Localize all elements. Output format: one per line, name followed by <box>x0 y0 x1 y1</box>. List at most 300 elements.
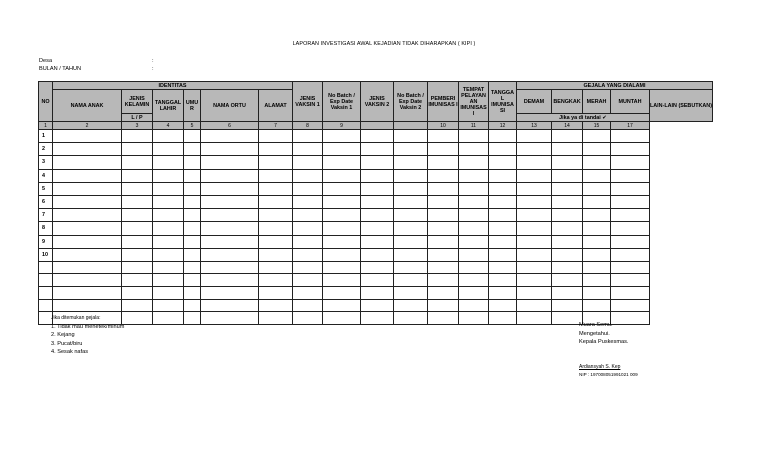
table-cell[interactable] <box>489 130 517 143</box>
table-cell[interactable] <box>259 235 293 248</box>
table-cell[interactable] <box>259 287 293 300</box>
table-cell[interactable] <box>201 130 259 143</box>
table-cell[interactable] <box>583 143 611 156</box>
table-cell[interactable] <box>583 156 611 169</box>
table-cell[interactable] <box>323 195 361 208</box>
header-jenis-vaksin-1: JENIS VAKSIN 1 <box>293 82 323 122</box>
table-cell[interactable] <box>122 235 153 248</box>
column-number: 10 <box>428 122 459 130</box>
table-cell[interactable] <box>184 209 201 222</box>
table-cell[interactable] <box>361 235 394 248</box>
table-cell[interactable] <box>122 143 153 156</box>
table-cell[interactable] <box>611 209 650 222</box>
table-cell[interactable] <box>293 169 323 182</box>
table-cell[interactable] <box>201 143 259 156</box>
report-title: LAPORAN INVESTIGASI AWAL KEJADIAN TIDAK DIHARAPKAN ( KIPI ) <box>292 41 476 47</box>
table-cell[interactable] <box>153 261 184 274</box>
table-cell[interactable] <box>428 312 459 325</box>
table-cell[interactable] <box>517 287 552 300</box>
table-cell[interactable] <box>201 169 259 182</box>
table-cell[interactable] <box>259 195 293 208</box>
table-cell[interactable] <box>583 209 611 222</box>
table-cell[interactable] <box>517 261 552 274</box>
table-cell[interactable] <box>53 182 122 195</box>
table-cell[interactable] <box>428 130 459 143</box>
table-cell[interactable] <box>153 222 184 235</box>
table-cell[interactable] <box>489 274 517 287</box>
column-number: 14 <box>552 122 583 130</box>
table-cell[interactable] <box>201 312 259 325</box>
row-number: 6 <box>39 195 53 208</box>
table-row <box>39 248 713 261</box>
table-cell[interactable] <box>361 299 394 312</box>
header-batch-1: No Batch / Exp Date Vaksin 1 <box>323 82 361 122</box>
table-cell[interactable] <box>153 209 184 222</box>
table-cell[interactable] <box>201 156 259 169</box>
table-cell[interactable] <box>361 182 394 195</box>
table-cell[interactable] <box>361 287 394 300</box>
header-tandai: Jika ya di tandai ✔ <box>517 114 650 122</box>
table-cell[interactable] <box>201 248 259 261</box>
table-cell[interactable] <box>53 195 122 208</box>
table-cell[interactable] <box>489 299 517 312</box>
table-cell[interactable] <box>489 261 517 274</box>
table-cell[interactable] <box>122 156 153 169</box>
table-cell[interactable] <box>611 261 650 274</box>
table-cell[interactable] <box>428 248 459 261</box>
table-cell[interactable] <box>323 287 361 300</box>
table-cell[interactable] <box>184 274 201 287</box>
table-cell[interactable] <box>459 222 489 235</box>
table-cell[interactable] <box>323 274 361 287</box>
table-cell[interactable] <box>323 130 361 143</box>
table-cell[interactable] <box>489 235 517 248</box>
header-tempat: TEMPAT PELAYAN AN IMUNISAS I <box>459 82 489 122</box>
table-cell[interactable] <box>517 130 552 143</box>
column-number: 2 <box>53 122 122 130</box>
table-cell[interactable] <box>53 143 122 156</box>
table-cell[interactable] <box>428 274 459 287</box>
table-cell[interactable] <box>428 182 459 195</box>
table-cell[interactable] <box>583 182 611 195</box>
table-cell[interactable] <box>53 274 122 287</box>
signatory-name: Ardiansyah S. Kep <box>579 364 621 370</box>
table-cell[interactable] <box>583 274 611 287</box>
table-cell[interactable] <box>323 182 361 195</box>
table-cell[interactable] <box>489 248 517 261</box>
row-number: 4 <box>39 169 53 182</box>
sign-place: Muara Semu. <box>579 322 613 328</box>
table-cell[interactable] <box>394 130 428 143</box>
column-number: 15 <box>583 122 611 130</box>
table-cell[interactable] <box>201 222 259 235</box>
table-cell[interactable] <box>122 182 153 195</box>
table-cell[interactable] <box>459 235 489 248</box>
table-cell[interactable] <box>259 156 293 169</box>
table-cell[interactable] <box>153 195 184 208</box>
table-cell[interactable] <box>323 299 361 312</box>
row-number <box>39 274 53 287</box>
table-cell[interactable] <box>552 143 583 156</box>
table-cell[interactable] <box>122 195 153 208</box>
table-cell[interactable] <box>517 248 552 261</box>
header-demam: DEMAM <box>517 90 552 114</box>
header-tanggal-imunisasi: TANGGA L IMUNISA SI <box>489 82 517 122</box>
table-cell[interactable] <box>517 274 552 287</box>
table-row <box>39 222 713 235</box>
column-number <box>394 122 428 130</box>
table-cell[interactable] <box>361 222 394 235</box>
table-cell[interactable] <box>517 182 552 195</box>
table-cell[interactable] <box>184 169 201 182</box>
table-cell[interactable] <box>53 156 122 169</box>
table-cell[interactable] <box>552 235 583 248</box>
table-cell[interactable] <box>53 130 122 143</box>
table-cell[interactable] <box>323 169 361 182</box>
table-cell[interactable] <box>201 209 259 222</box>
table-cell[interactable] <box>361 261 394 274</box>
table-cell[interactable] <box>394 287 428 300</box>
table-cell[interactable] <box>459 130 489 143</box>
table-cell[interactable] <box>259 209 293 222</box>
header-lain-lain: LAIN-LAIN (SEBUTKAN) <box>650 90 713 122</box>
table-cell[interactable] <box>552 248 583 261</box>
table-cell[interactable] <box>153 182 184 195</box>
table-cell[interactable] <box>153 248 184 261</box>
table-cell[interactable] <box>611 156 650 169</box>
table-cell[interactable] <box>611 235 650 248</box>
table-cell[interactable] <box>428 299 459 312</box>
header-no: NO <box>39 82 53 122</box>
header-jenis-vaksin-2: JENIS VAKSIN 2 <box>361 82 394 122</box>
table-cell[interactable] <box>428 209 459 222</box>
table-cell[interactable] <box>323 312 361 325</box>
table-cell[interactable] <box>583 287 611 300</box>
signatory-nip: NIP : 197008051991021 009 <box>579 372 638 377</box>
table-cell[interactable] <box>122 222 153 235</box>
table-cell[interactable] <box>394 261 428 274</box>
table-cell[interactable] <box>459 156 489 169</box>
table-cell[interactable] <box>259 248 293 261</box>
table-cell[interactable] <box>552 299 583 312</box>
table-cell[interactable] <box>459 287 489 300</box>
table-cell[interactable] <box>552 182 583 195</box>
table-cell[interactable] <box>53 209 122 222</box>
table-cell[interactable] <box>259 299 293 312</box>
table-cell[interactable] <box>293 156 323 169</box>
table-cell[interactable] <box>153 156 184 169</box>
table-cell[interactable] <box>259 169 293 182</box>
table-cell[interactable] <box>184 299 201 312</box>
table-cell[interactable] <box>583 130 611 143</box>
table-cell[interactable] <box>517 235 552 248</box>
table-cell[interactable] <box>552 274 583 287</box>
table-cell[interactable] <box>583 222 611 235</box>
row-number: 3 <box>39 156 53 169</box>
table-cell[interactable] <box>184 182 201 195</box>
table-cell[interactable] <box>517 169 552 182</box>
table-cell[interactable] <box>53 261 122 274</box>
table-cell[interactable] <box>552 169 583 182</box>
table-cell[interactable] <box>201 274 259 287</box>
table-cell[interactable] <box>259 182 293 195</box>
table-cell[interactable] <box>122 261 153 274</box>
table-cell[interactable] <box>394 169 428 182</box>
header-alamat: ALAMAT <box>259 90 293 122</box>
table-cell[interactable] <box>459 143 489 156</box>
table-row <box>39 299 713 312</box>
desa-colon: : <box>152 58 154 64</box>
table-cell[interactable] <box>53 235 122 248</box>
table-cell[interactable] <box>323 222 361 235</box>
table-cell[interactable] <box>293 287 323 300</box>
table-cell[interactable] <box>184 312 201 325</box>
table-cell[interactable] <box>153 130 184 143</box>
table-cell[interactable] <box>583 261 611 274</box>
table-cell[interactable] <box>428 143 459 156</box>
table-cell[interactable] <box>394 248 428 261</box>
table-cell[interactable] <box>293 299 323 312</box>
table-row <box>39 143 713 156</box>
table-cell[interactable] <box>489 182 517 195</box>
table-cell[interactable] <box>552 156 583 169</box>
table-cell[interactable] <box>201 195 259 208</box>
table-cell[interactable] <box>394 274 428 287</box>
table-cell[interactable] <box>428 195 459 208</box>
table-cell[interactable] <box>517 143 552 156</box>
table-cell[interactable] <box>552 312 583 325</box>
table-cell[interactable] <box>361 195 394 208</box>
table-cell[interactable] <box>552 261 583 274</box>
table-cell[interactable] <box>361 312 394 325</box>
table-cell[interactable] <box>459 299 489 312</box>
table-cell[interactable] <box>361 169 394 182</box>
table-cell[interactable] <box>201 261 259 274</box>
table-cell[interactable] <box>259 312 293 325</box>
table-cell[interactable] <box>583 299 611 312</box>
table-cell[interactable] <box>122 299 153 312</box>
table-cell[interactable] <box>122 169 153 182</box>
table-cell[interactable] <box>184 287 201 300</box>
table-cell[interactable] <box>184 143 201 156</box>
table-cell[interactable] <box>552 130 583 143</box>
column-number: 1 <box>39 122 53 130</box>
row-number <box>39 261 53 274</box>
table-cell[interactable] <box>259 222 293 235</box>
table-cell[interactable] <box>583 235 611 248</box>
note-item: 4. Sesak nafas <box>51 349 89 356</box>
table-cell[interactable] <box>459 312 489 325</box>
column-number: 8 <box>293 122 323 130</box>
table-cell[interactable] <box>611 143 650 156</box>
table-cell[interactable] <box>53 299 122 312</box>
notes-block <box>51 314 124 357</box>
table-cell[interactable] <box>122 248 153 261</box>
table-cell[interactable] <box>184 195 201 208</box>
table-cell[interactable] <box>293 222 323 235</box>
header-gejala: GEJALA YANG DIALAMI <box>517 82 713 90</box>
table-cell[interactable] <box>153 235 184 248</box>
table-cell[interactable] <box>361 130 394 143</box>
table-cell[interactable] <box>293 130 323 143</box>
table-cell[interactable] <box>611 299 650 312</box>
table-row <box>39 261 713 274</box>
table-cell[interactable] <box>517 195 552 208</box>
table-cell[interactable] <box>122 209 153 222</box>
table-cell[interactable] <box>459 182 489 195</box>
table-cell[interactable] <box>611 274 650 287</box>
table-cell[interactable] <box>53 248 122 261</box>
table-cell[interactable] <box>552 287 583 300</box>
table-cell[interactable] <box>394 156 428 169</box>
table-cell[interactable] <box>53 169 122 182</box>
row-number: 10 <box>39 248 53 261</box>
table-cell[interactable] <box>361 248 394 261</box>
table-cell[interactable] <box>459 169 489 182</box>
table-cell[interactable] <box>552 195 583 208</box>
table-row <box>39 195 713 208</box>
table-cell[interactable] <box>517 222 552 235</box>
table-cell[interactable] <box>323 143 361 156</box>
table-cell[interactable] <box>184 248 201 261</box>
table-cell[interactable] <box>394 143 428 156</box>
table-cell[interactable] <box>394 222 428 235</box>
table-row <box>39 274 713 287</box>
table-cell[interactable] <box>428 235 459 248</box>
table-cell[interactable] <box>459 195 489 208</box>
header-identitas: IDENTITAS <box>53 82 293 90</box>
table-cell[interactable] <box>53 222 122 235</box>
table-cell[interactable] <box>428 156 459 169</box>
table-cell[interactable] <box>201 235 259 248</box>
table-cell[interactable] <box>517 312 552 325</box>
table-cell[interactable] <box>153 299 184 312</box>
table-cell[interactable] <box>361 156 394 169</box>
table-cell[interactable] <box>153 274 184 287</box>
table-cell[interactable] <box>459 274 489 287</box>
table-cell[interactable] <box>184 261 201 274</box>
table-cell[interactable] <box>611 287 650 300</box>
table-cell[interactable] <box>293 235 323 248</box>
table-cell[interactable] <box>293 143 323 156</box>
table-cell[interactable] <box>611 130 650 143</box>
table-cell[interactable] <box>184 235 201 248</box>
table-cell[interactable] <box>293 261 323 274</box>
column-number: 12 <box>489 122 517 130</box>
header-nama-ortu: NAMA ORTU <box>201 90 259 122</box>
table-cell[interactable] <box>259 130 293 143</box>
table-row <box>39 182 713 195</box>
table-cell[interactable] <box>489 169 517 182</box>
table-cell[interactable] <box>611 195 650 208</box>
table-cell[interactable] <box>53 287 122 300</box>
table-cell[interactable] <box>394 312 428 325</box>
table-cell[interactable] <box>489 312 517 325</box>
table-cell[interactable] <box>153 169 184 182</box>
table-cell[interactable] <box>361 209 394 222</box>
table-cell[interactable] <box>323 156 361 169</box>
table-cell[interactable] <box>583 169 611 182</box>
table-cell[interactable] <box>489 287 517 300</box>
row-number: 9 <box>39 235 53 248</box>
table-cell[interactable] <box>394 235 428 248</box>
table-cell[interactable] <box>201 299 259 312</box>
table-cell[interactable] <box>293 248 323 261</box>
table-cell[interactable] <box>122 130 153 143</box>
table-cell[interactable] <box>153 143 184 156</box>
table-cell[interactable] <box>184 130 201 143</box>
column-number: 3 <box>122 122 153 130</box>
column-number: 11 <box>459 122 489 130</box>
table-cell[interactable] <box>153 287 184 300</box>
table-cell[interactable] <box>489 195 517 208</box>
table-cell[interactable] <box>361 274 394 287</box>
table-cell[interactable] <box>394 299 428 312</box>
kipi-table <box>38 81 713 325</box>
table-cell[interactable] <box>428 222 459 235</box>
table-cell[interactable] <box>201 287 259 300</box>
table-cell[interactable] <box>489 143 517 156</box>
table-cell[interactable] <box>122 274 153 287</box>
table-cell[interactable] <box>459 248 489 261</box>
signature-block <box>579 321 628 347</box>
table-cell[interactable] <box>293 274 323 287</box>
table-cell[interactable] <box>459 261 489 274</box>
table-cell[interactable] <box>122 287 153 300</box>
table-cell[interactable] <box>611 169 650 182</box>
table-cell[interactable] <box>611 182 650 195</box>
table-cell[interactable] <box>184 222 201 235</box>
table-cell[interactable] <box>394 195 428 208</box>
table-cell[interactable] <box>361 143 394 156</box>
table-cell[interactable] <box>323 209 361 222</box>
table-cell[interactable] <box>184 156 201 169</box>
table-cell[interactable] <box>201 182 259 195</box>
table-cell[interactable] <box>489 209 517 222</box>
table-cell[interactable] <box>323 261 361 274</box>
table-cell[interactable] <box>459 209 489 222</box>
table-cell[interactable] <box>611 222 650 235</box>
table-cell[interactable] <box>428 169 459 182</box>
table-cell[interactable] <box>583 248 611 261</box>
table-cell[interactable] <box>293 312 323 325</box>
table-cell[interactable] <box>517 299 552 312</box>
table-cell[interactable] <box>489 222 517 235</box>
table-cell[interactable] <box>293 182 323 195</box>
table-cell[interactable] <box>428 261 459 274</box>
table-cell[interactable] <box>259 261 293 274</box>
table-cell[interactable] <box>489 156 517 169</box>
column-number: 6 <box>201 122 259 130</box>
table-cell[interactable] <box>583 195 611 208</box>
table-cell[interactable] <box>394 182 428 195</box>
table-cell[interactable] <box>122 312 153 325</box>
table-cell[interactable] <box>394 209 428 222</box>
table-cell[interactable] <box>323 248 361 261</box>
table-cell[interactable] <box>259 274 293 287</box>
table-cell[interactable] <box>552 222 583 235</box>
table-cell[interactable] <box>611 248 650 261</box>
table-cell[interactable] <box>323 235 361 248</box>
table-cell[interactable] <box>293 209 323 222</box>
table-cell[interactable] <box>428 287 459 300</box>
table-cell[interactable] <box>552 209 583 222</box>
table-cell[interactable] <box>517 156 552 169</box>
table-cell[interactable] <box>517 209 552 222</box>
table-cell[interactable] <box>293 195 323 208</box>
table-cell[interactable] <box>259 143 293 156</box>
table-cell[interactable] <box>153 312 184 325</box>
